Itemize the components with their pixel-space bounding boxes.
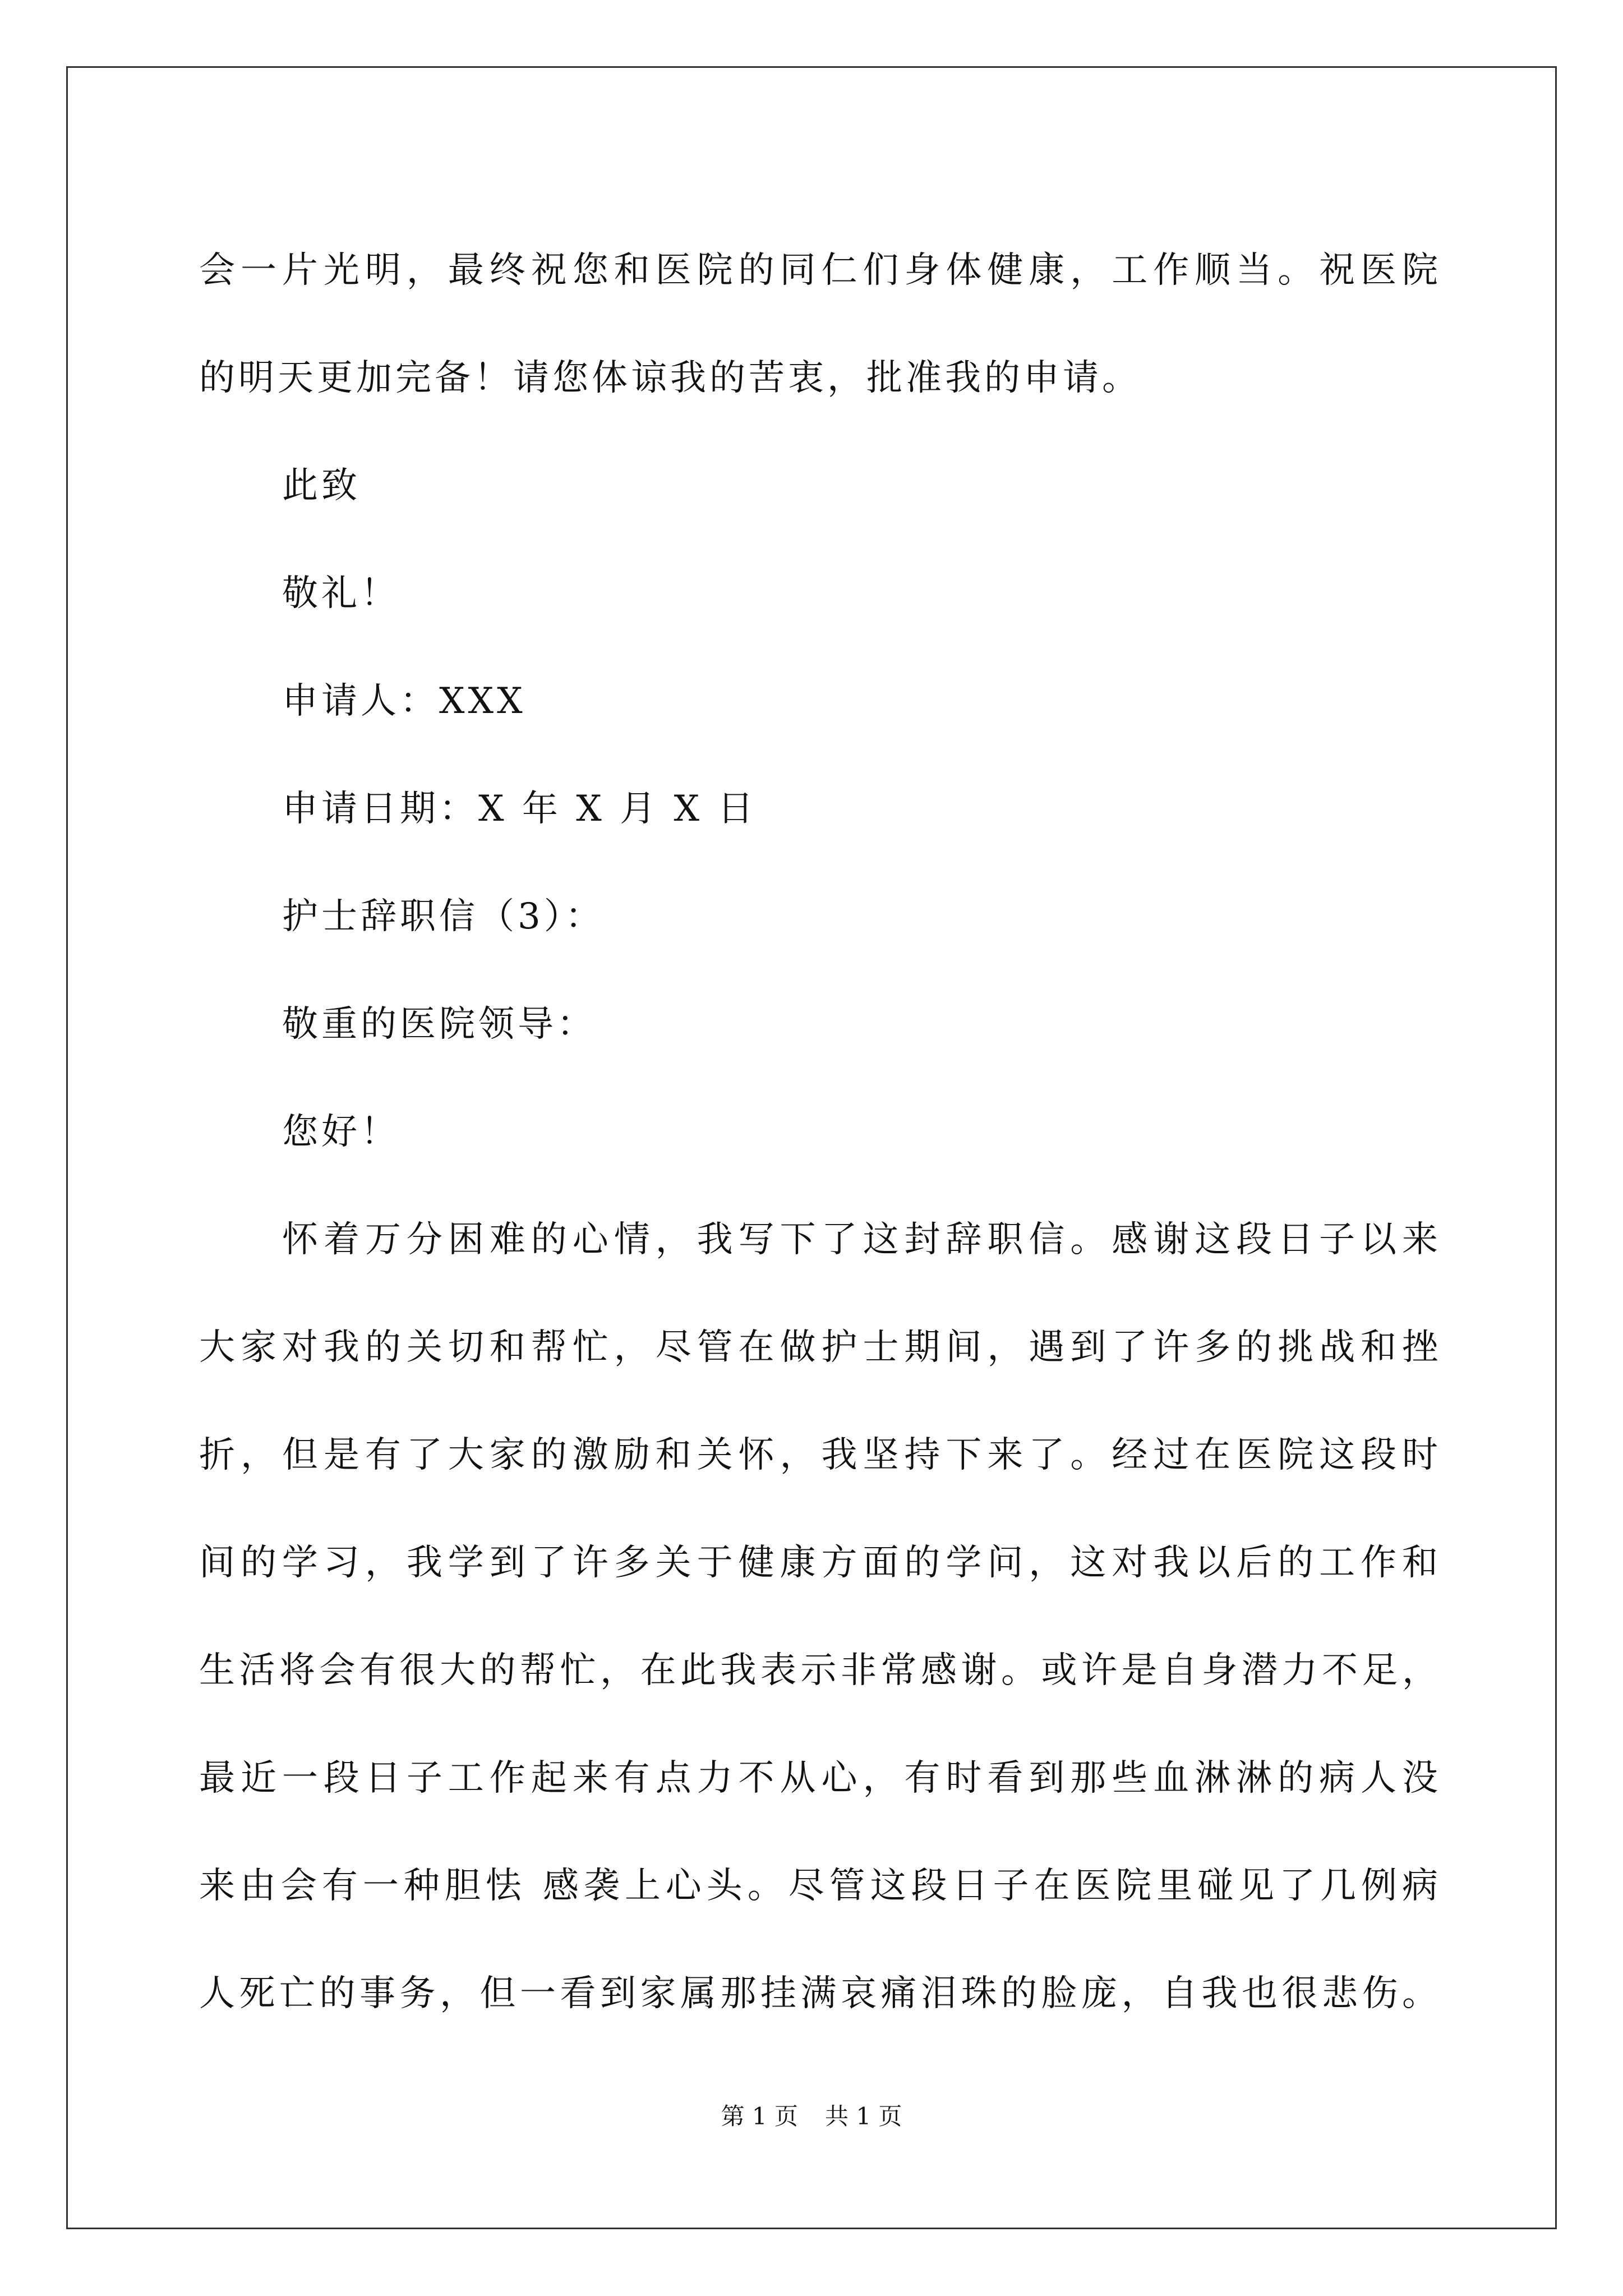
date-line: 申请日期：X 年 X 月 X 日 xyxy=(282,788,757,830)
page-total: 共 1 页 xyxy=(825,2102,902,2130)
salutation-closing: 敬礼！ xyxy=(282,573,400,614)
paragraph-line: 大家对我的关切和帮忙，尽管在做护士期间，遇到了许多的挑战和挫 xyxy=(199,1327,1441,1368)
paragraph-line: 生活将会有很大的帮忙，在此我表示非常感谢。或许是自身潜力不足， xyxy=(199,1650,1441,1691)
closing-line: 此致 xyxy=(282,465,361,507)
section-title: 护士辞职信（3）： xyxy=(282,896,605,937)
paragraph-line: 怀着万分困难的心情，我写下了这封辞职信。感谢这段日子以来 xyxy=(282,1219,1441,1260)
letter-body xyxy=(199,217,1441,2047)
page-number: 第 1 页 xyxy=(721,2102,798,2130)
paragraph-line: 来由会有一种胆怯 感袭上心头。尽管这段日子在医院里碰见了几例病 xyxy=(199,1865,1441,1907)
applicant-line: 申请人：XXX xyxy=(282,680,526,722)
paragraph-line: 最近一段日子工作起来有点力不从心，有时看到那些血淋淋的病人没 xyxy=(199,1757,1441,1799)
greeting: 您好！ xyxy=(282,1111,400,1153)
paragraph-line: 的明天更加完备！请您体谅我的苦衷，批准我的申请。 xyxy=(199,357,1141,399)
paragraph-line: 间的学习，我学到了许多关于健康方面的学问，这对我以后的工作和 xyxy=(199,1542,1441,1584)
page-footer xyxy=(0,2101,1623,2132)
paragraph-line: 折，但是有了大家的激励和关怀，我坚持下来了。经过在医院这段时 xyxy=(199,1434,1441,1476)
paragraph-line: 人死亡的事务，但一看到家属那挂满哀痛泪珠的脸庞，自我也很悲伤。 xyxy=(199,1973,1441,2014)
greeting-recipient: 敬重的医院领导： xyxy=(282,1004,596,1045)
paragraph-line: 会一片光明，最终祝您和医院的同仁们身体健康，工作顺当。祝医院 xyxy=(199,250,1441,291)
